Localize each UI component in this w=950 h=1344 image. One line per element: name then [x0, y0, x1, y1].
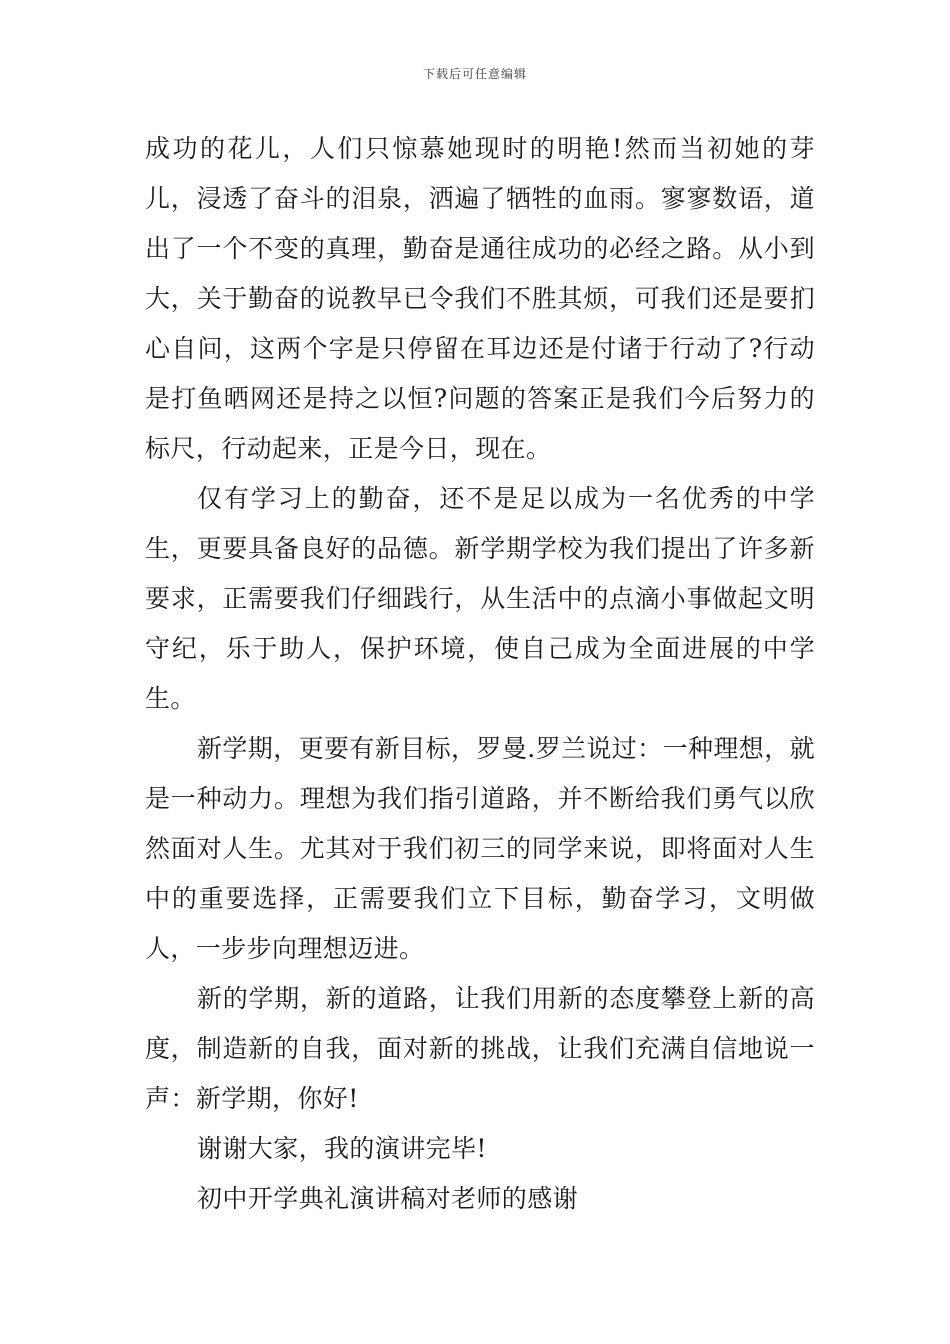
closing-line: 谢谢大家，我的演讲完毕!: [197, 1134, 487, 1163]
next-section-title: 初中开学典礼演讲稿对老师的感谢: [197, 1184, 579, 1213]
paragraph-4: 新的学期，新的道路，让我们用新的态度攀登上新的高度，制造新的自我，面对新的挑战，让我们充满自信地说一声：新学期，你好!: [145, 984, 815, 1113]
paragraph-2: 仅有学习上的勤奋，还不是足以成为一名优秀的中学生，更要具备良好的品德。新学期学校为我们提出了许多新要求，正需要我们仔细践行，从生活中的点滴小事做起文明守纪，乐于助人，保护环境，使自己成为全面进展的中学生。: [145, 484, 815, 713]
document-body: [145, 124, 815, 1224]
paragraph-1: 成功的花儿，人们只惊慕她现时的明艳!然而当初她的芽儿，浸透了奋斗的泪泉，洒遍了牺牲的血雨。寥寥数语，道出了一个不变的真理，勤奋是通往成功的必经之路。从小到大，关于勤奋的说教早已令我们不胜其烦，可我们还是要扪心自问，这两个字是只停留在耳边还是付诸于行动了?行动是打鱼晒网还是持之以恒?问题的答案正是我们今后努力的标尺，行动起来，正是今日，现在。: [145, 134, 815, 463]
paragraph-3: 新学期，更要有新目标，罗曼.罗兰说过：一种理想，就是一种动力。理想为我们指引道路，并不断给我们勇气以欣然面对人生。尤其对于我们初三的同学来说，即将面对人生中的重要选择，正需要我们立下目标，勤奋学习，文明做人，一步步向理想迈进。: [145, 734, 815, 963]
page-header-note: 下载后可任意编辑: [422, 67, 527, 81]
